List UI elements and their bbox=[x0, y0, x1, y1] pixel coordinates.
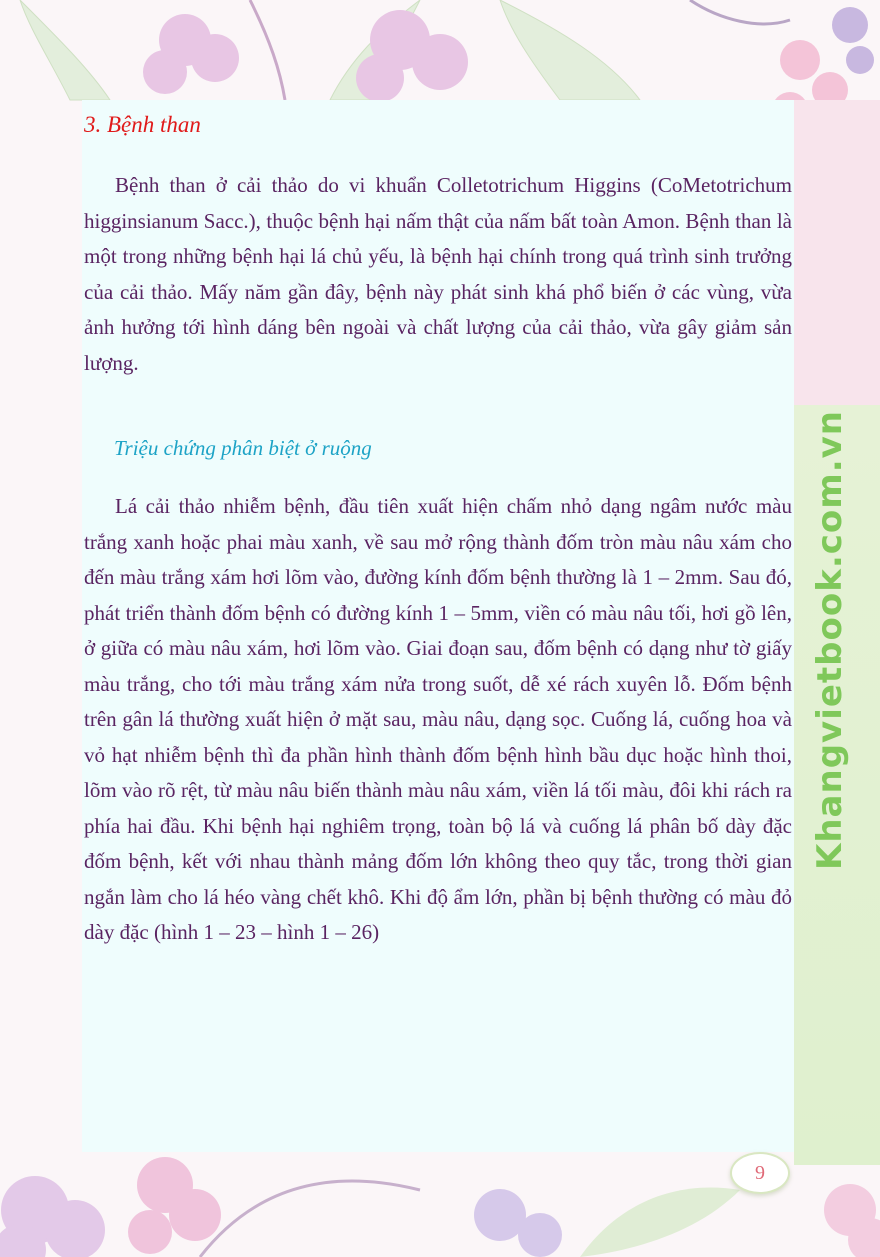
intro-paragraph: Bệnh than ở cải thảo do vi khuẩn Colletotrichum Higgins (CoMetotrichum higginsianum Sacc.), thuộc bệnh hại nấm thật của nấm bất toàn Amon. Bệnh than là một trong những bệnh hại lá chủ yếu, là bệnh hại chính trong quá trình sinh trưởng của cải thảo. Mấy năm gần đây, bệnh này phát sinh khá phổ biến ở các vùng, vừa ảnh hưởng tới hình dáng bên ngoài và chất lượng của cải thảo, vừa gây giảm sản lượng. bbox=[84, 173, 792, 375]
page-number bbox=[730, 1152, 790, 1194]
symptoms-subheading: Triệu chứng phân biệt ở ruộng bbox=[114, 436, 372, 460]
section-heading: 3. Bệnh than bbox=[84, 112, 201, 137]
watermark-text: Khangvietbook.com.vn bbox=[810, 410, 851, 870]
page-number-text: 9 bbox=[755, 1161, 765, 1184]
symptoms-paragraph: Lá cải thảo nhiễm bệnh, đầu tiên xuất hiện chấm nhỏ dạng ngâm nước màu trắng xanh hoặc phai màu xanh, về sau mở rộng thành đốm tròn màu nâu xám cho đến màu trắng xám hơi lõm vào, đường kính đốm bệnh thường là 1 – 2mm. Sau đó, phát triển thành đốm bệnh có đường kính 1 – 5mm, viền có màu nâu tối, hơi gồ lên, ở giữa có màu nâu xám, hơi lõm vào. Giai đoạn sau, đốm bệnh có dạng như tờ giấy màu trắng, cho tới màu trắng xám nửa trong suốt, dễ xé rách xuyên lỗ. Đốm bệnh trên gân lá thường xuất hiện ở mặt sau, màu nâu, dạng sọc. Cuống lá, cuống hoa và vỏ hạt nhiễm bệnh thì đa phần hình thành đốm bệnh hình bầu dục hoặc hình thoi, lõm vào rõ rệt, từ màu nâu biến thành màu nâu xám, viền lá tối màu, đôi khi rách ra phía hai đầu. Khi bệnh hại nghiêm trọng, toàn bộ lá và cuống lá phân bố dày đặc đốm bệnh, kết với nhau thành mảng đốm lớn không theo quy tắc, trong thời gian ngắn làm cho lá héo vàng chết khô. Khi độ ẩm lớn, phần bị bệnh thường có màu đỏ dày đặc (hình 1 – 23 – hình 1 – 26) bbox=[84, 494, 792, 944]
watermark bbox=[780, 410, 880, 870]
sidebar-pink-band bbox=[794, 100, 880, 405]
